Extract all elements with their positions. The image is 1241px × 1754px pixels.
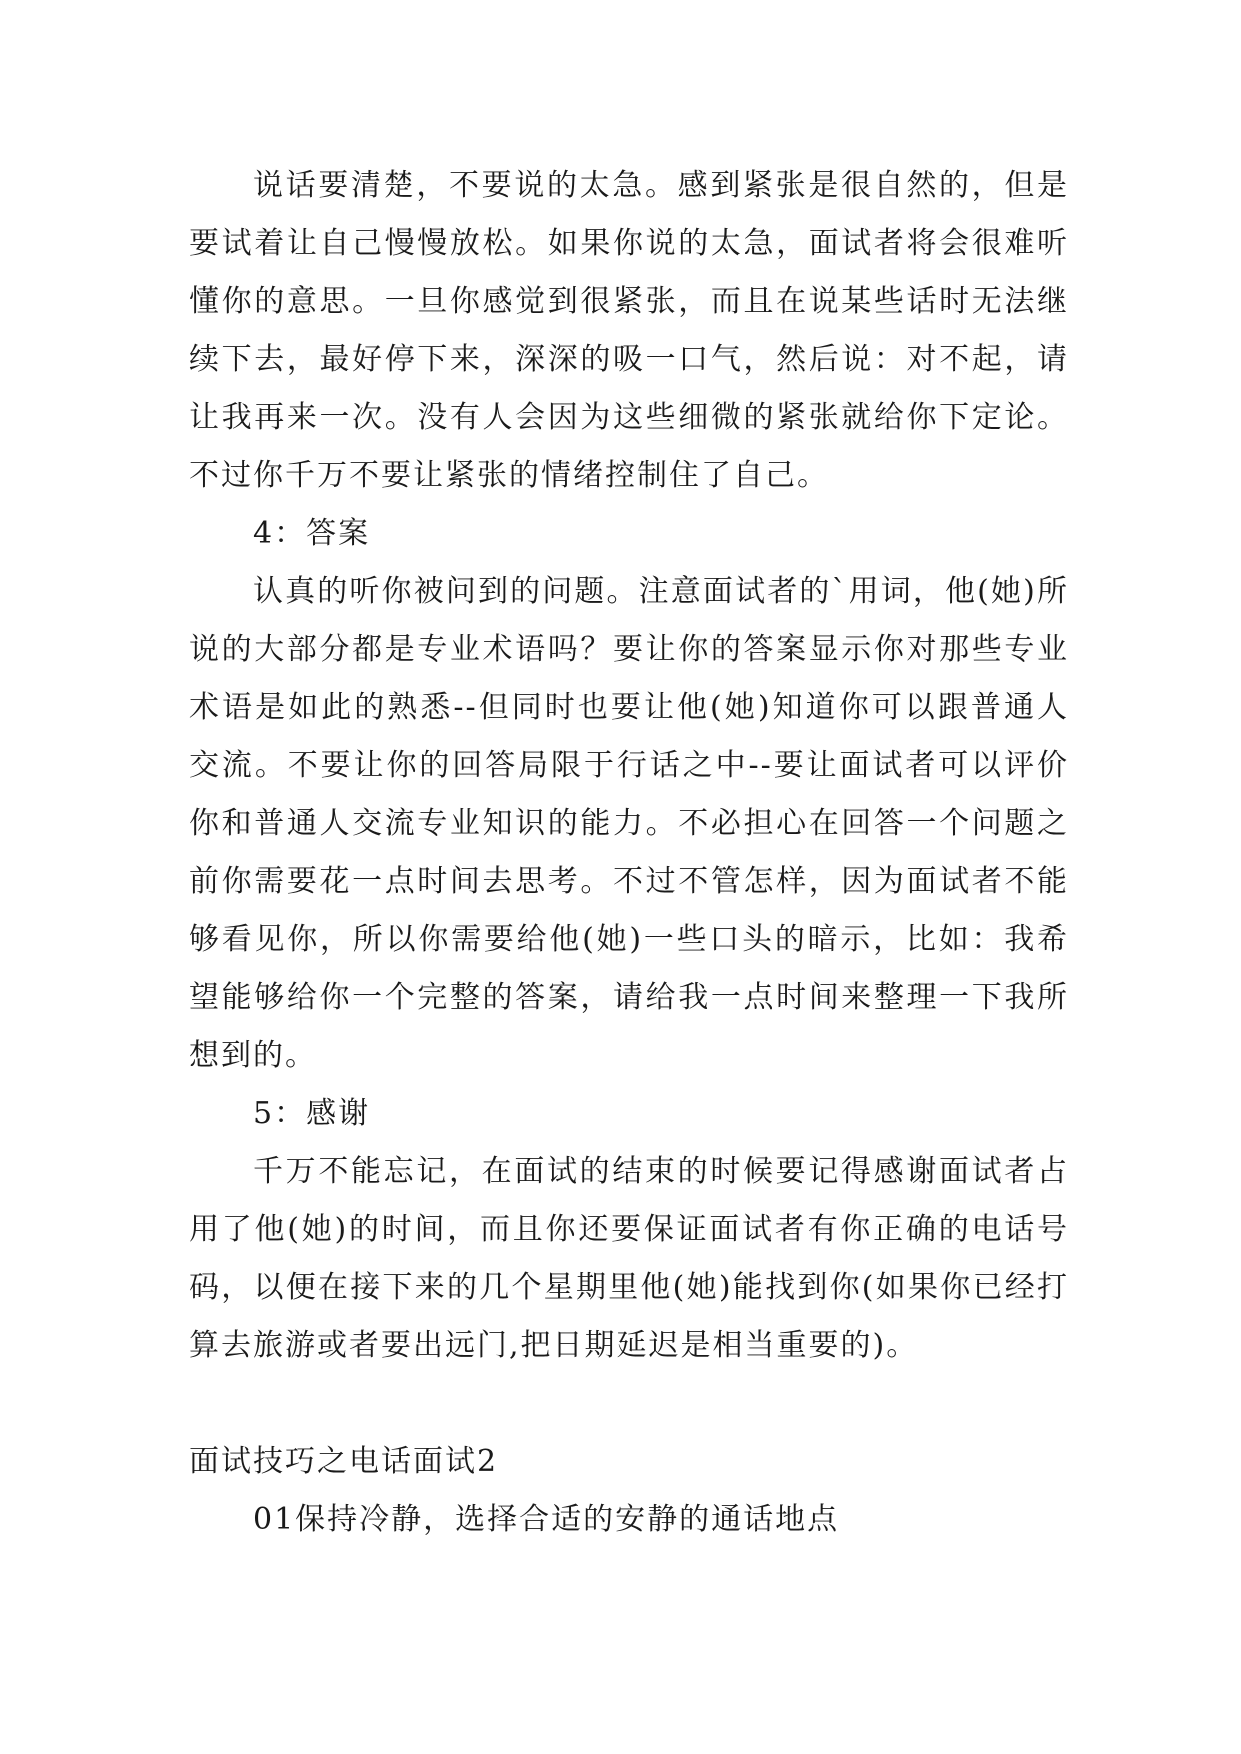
paragraph-speak-clearly: 说话要清楚，不要说的太急。感到紧张是很自然的，但是要试着让自己慢慢放松。如果你说的太急，面试者将会很难听懂你的意思。一旦你感觉到很紧张，而且在说某些话时无法继续下去，最好停下来，深深的吸一口气，然后说：对不起，请让我再来一次。没有人会因为这些细微的紧张就给你下定论。不过你千万不要让紧张的情绪控制住了自己。 — [189, 168, 1069, 493]
paragraph-thanks: 千万不能忘记，在面试的结束的时候要记得感谢面试者占用了他(她)的时间，而且你还要保证面试者有你正确的电话号码，以便在接下来的几个星期里他(她)能找到你(如果你已经打算去旅游或者要出远门,把日期延迟是相当重要的)。 — [189, 1154, 1069, 1363]
heading-thanks: 5：感谢 — [253, 1096, 371, 1131]
section-title: 面试技巧之电话面试2 — [189, 1444, 499, 1479]
heading-stay-calm: 01保持冷静，选择合适的安静的通话地点 — [253, 1502, 840, 1537]
heading-answer: 4：答案 — [253, 516, 371, 551]
paragraph-answer: 认真的听你被问到的问题。注意面试者的`用词，他(她)所说的大部分都是专业术语吗？要让你的答案显示你对那些专业术语是如此的熟悉--但同时也要让他(她)知道你可以跟普通人交流。不要让你的回答局限于行话之中--要让面试者可以评价你和普通人交流专业知识的能力。不必担心在回答一个问题之前你需要花一点时间去思考。不过不管怎样，因为面试者不能够看见你，所以你需要给他(她)一些口头的暗示，比如：我希望能够给你一个完整的答案，请给我一点时间来整理一下我所想到的。 — [189, 574, 1069, 1073]
document-body — [189, 157, 1069, 1549]
